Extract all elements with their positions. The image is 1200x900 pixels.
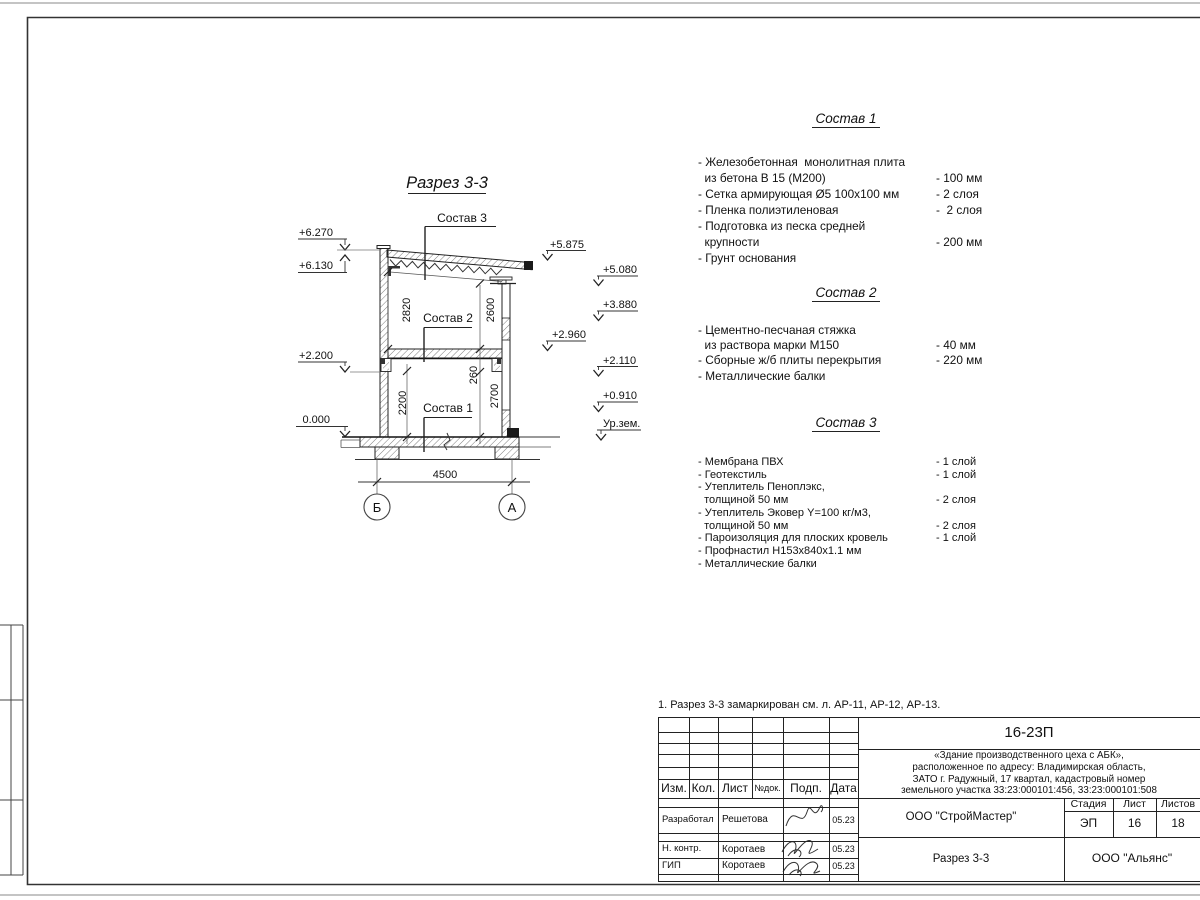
item-value <box>936 507 994 520</box>
item-text: - Утеплитель Эковер Y=100 кг/м3, <box>698 506 871 519</box>
sostav1-label: Состав 1 <box>423 401 473 415</box>
object-description-line: ЗАТО г. Радужный, 17 квартал, кадастровый номер <box>912 773 1146 785</box>
list-item <box>698 250 994 266</box>
list-item <box>698 234 994 250</box>
elevation-marks-left <box>296 227 380 437</box>
roof-beam-right <box>490 277 512 280</box>
elev-5875: +5.875 <box>550 239 584 251</box>
item-value: - 100 мм <box>936 171 983 185</box>
item-value: - 2 слоя <box>936 187 979 201</box>
divider <box>659 732 858 733</box>
composition-title <box>698 111 994 128</box>
item-value: - 1 слой <box>936 532 977 545</box>
floor-slab <box>388 349 502 358</box>
dim-2820: 2820 <box>401 297 413 323</box>
item-value <box>936 154 994 170</box>
list-item <box>698 469 994 482</box>
list-item <box>698 532 994 545</box>
composition-title-text: Состав 1 <box>812 111 881 128</box>
sheet-note: 1. Разрез 3-3 замаркирован см. л. АР-11, АР-12, АР-13. <box>658 699 941 711</box>
axis-a: А <box>507 500 517 515</box>
item-value: - 1 слой <box>936 468 977 481</box>
list-item <box>698 338 994 353</box>
sheets-value: 18 <box>1171 816 1185 831</box>
col-podp: Подп. <box>790 780 822 795</box>
item-text: - Утеплитель Пеноплэкс, <box>698 481 825 494</box>
item-value: - 2 слоя <box>936 494 977 507</box>
composition-2-block <box>698 285 994 395</box>
elev-2200: +2.200 <box>299 350 333 362</box>
elev-0910: +0.910 <box>603 390 637 402</box>
col-ndok: №док. <box>754 783 781 794</box>
composition-title-text: Состав 2 <box>812 285 881 302</box>
divider <box>659 743 858 744</box>
elev-2960: +2.960 <box>552 329 586 341</box>
list-item <box>698 507 994 520</box>
composition-3-block <box>698 415 994 580</box>
composition-1-block <box>698 111 994 281</box>
elev-0000: 0.000 <box>302 414 330 426</box>
composition-title <box>698 285 994 302</box>
item-text: из бетона В 15 (М200) <box>698 171 826 185</box>
elevation-marks-right <box>543 239 642 440</box>
item-value <box>936 218 994 234</box>
item-value <box>936 545 994 558</box>
item-text: толщиной 50 мм <box>698 494 789 507</box>
item-text: - Грунт основания <box>698 251 797 265</box>
ground-slab <box>360 437 519 447</box>
item-value <box>936 250 994 266</box>
sheet-value: 16 <box>1127 816 1142 831</box>
divider <box>659 767 858 768</box>
composition-leaders <box>423 211 496 452</box>
stage-value: ЭП <box>1079 816 1098 831</box>
title-block <box>658 717 1200 882</box>
divider <box>659 833 858 834</box>
roof-edge-cap <box>524 261 533 270</box>
building-section <box>341 246 560 460</box>
object-description-line: земельного участка 33:23:000101:456, 33:23:000101:508 <box>901 785 1157 797</box>
item-text: - Геотекстиль <box>698 468 767 481</box>
sostav2-label: Состав 2 <box>423 311 473 325</box>
item-text: - Сборные ж/б плиты перекрытия <box>698 353 882 368</box>
left-margin-stamp <box>0 625 23 875</box>
divider <box>659 874 858 875</box>
list-item <box>698 545 994 558</box>
axis-marks <box>364 494 525 520</box>
col-data: Дата <box>830 780 857 795</box>
axis-b: Б <box>372 500 382 515</box>
list-item <box>698 170 994 186</box>
drawing-title: Разрез 3-3 <box>406 174 488 192</box>
list-item <box>698 494 994 507</box>
item-value: - 2 слоя <box>936 203 983 217</box>
sheets-label: Листов <box>1160 797 1196 810</box>
list-item <box>698 218 994 234</box>
row-name: Коротаев <box>722 860 766 872</box>
item-text: толщиной 50 мм <box>698 519 789 532</box>
sostav3-label: Состав 3 <box>437 211 487 225</box>
item-value <box>936 558 994 571</box>
elev-3880: +3.880 <box>603 299 637 311</box>
list-item <box>698 456 994 469</box>
stage-label: Стадия <box>1070 797 1107 810</box>
dim-2200: 2200 <box>397 390 409 416</box>
row-date: 05.23 <box>832 860 855 871</box>
object-description <box>858 749 1200 798</box>
company: ООО "Альянс" <box>1091 851 1173 866</box>
list-item <box>698 558 994 571</box>
list-item <box>698 353 994 368</box>
item-text: - Сетка армирующая Ø5 100х100 мм <box>698 187 900 201</box>
foundation-right <box>495 447 519 459</box>
object-description-line: расположенное по адресу: Владимирская область, <box>912 761 1146 773</box>
dim-2700: 2700 <box>489 383 501 409</box>
elev-6270: +6.270 <box>299 227 333 239</box>
entry-detail <box>507 428 519 437</box>
row-date: 05.23 <box>832 844 855 855</box>
elev-5080: +5.080 <box>603 264 637 276</box>
row-role: Н. контр. <box>662 843 702 855</box>
roof-beam-left <box>388 266 400 269</box>
list-item <box>698 154 994 170</box>
col-izm: Изм. <box>661 780 687 795</box>
object-description-line: «Здание производственного цеха с АБК», <box>934 750 1124 762</box>
item-value <box>936 481 994 494</box>
list-item <box>698 481 994 494</box>
contractor: ООО "СтройМастер" <box>905 811 1017 824</box>
row-name: Решетова <box>722 814 768 826</box>
item-text: - Мембрана ПВХ <box>698 456 784 468</box>
item-text: - Металлические балки <box>698 368 826 383</box>
item-value: - 220 мм <box>936 353 983 368</box>
composition-title-text: Состав 3 <box>812 415 881 432</box>
item-value: - 40 мм <box>936 338 976 353</box>
doc-number: 16-23П <box>1004 724 1054 742</box>
item-value: - 2 слоя <box>936 519 977 532</box>
composition-items <box>698 456 994 570</box>
item-text: - Пленка полиэтиленовая <box>698 203 839 217</box>
dim-4500: 4500 <box>432 469 458 481</box>
item-text: - Профнастил Н153х840х1.1 мм <box>698 544 862 557</box>
item-text: крупности <box>698 235 760 249</box>
composition-items <box>698 154 994 266</box>
row-name: Коротаев <box>722 843 766 855</box>
item-value: - 200 мм <box>936 235 983 249</box>
item-value <box>936 323 994 338</box>
item-value: - 1 слой <box>936 456 977 468</box>
sheet-label: Лист <box>1123 797 1146 810</box>
sheet-title: Разрез 3-3 <box>932 852 990 865</box>
item-text: из раствора марки М150 <box>698 338 840 353</box>
list-item <box>698 520 994 533</box>
item-value <box>936 369 994 384</box>
item-text: - Пароизоляция для плоских кровель <box>698 532 888 545</box>
row-role: Разработал <box>662 813 714 825</box>
item-text: - Подготовка из песка средней <box>698 219 866 233</box>
row-date: 05.23 <box>832 814 855 825</box>
foundation-left <box>375 447 399 459</box>
elev-6130: +6.130 <box>299 260 333 272</box>
row-role: ГИП <box>662 859 681 871</box>
col-list: Лист <box>721 780 749 795</box>
list-item <box>698 202 994 218</box>
list-item <box>698 186 994 202</box>
list-item <box>698 323 994 338</box>
list-item <box>698 369 994 384</box>
composition-title <box>698 415 994 432</box>
span-dimension <box>358 459 530 494</box>
divider <box>659 754 858 755</box>
item-text: - Металлические балки <box>698 557 817 570</box>
dim-260: 260 <box>468 365 480 385</box>
col-kol: Кол. <box>691 780 716 795</box>
item-text: - Железобетонная монолитная плита <box>698 155 906 169</box>
elev-2110: +2.110 <box>603 355 637 367</box>
item-text: - Цементно-песчаная стяжка <box>698 323 856 337</box>
elev-ground-level: Ур.зем. <box>603 418 641 430</box>
composition-items <box>698 323 994 384</box>
dim-2600: 2600 <box>485 297 497 323</box>
